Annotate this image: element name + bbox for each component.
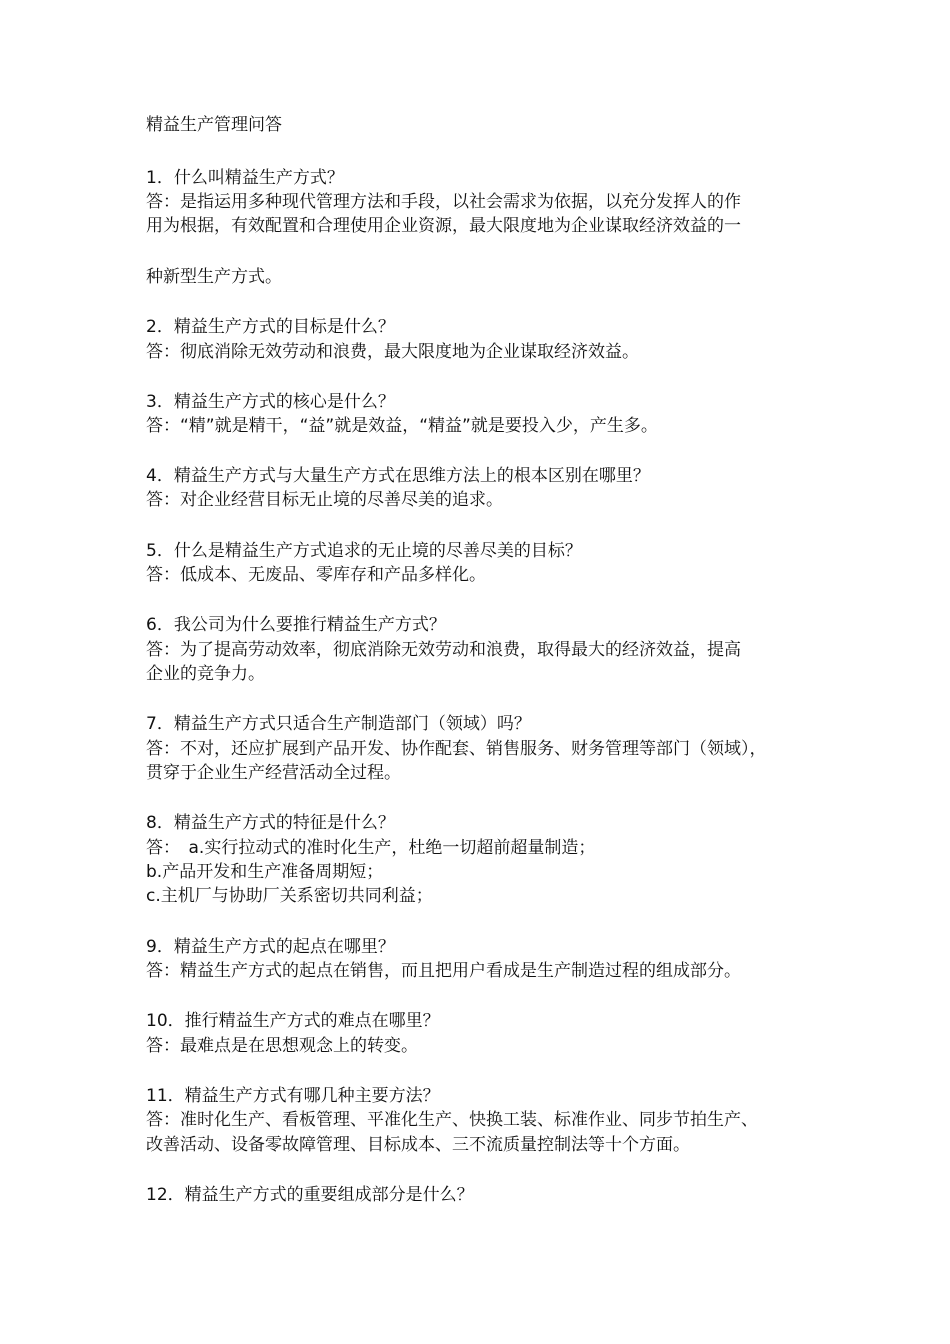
answer-5: 答：低成本、无废品、零库存和产品多样化。 [146,565,486,585]
answer-7-line-1: 答：不对，还应扩展到产品开发、协作配套、销售服务、财务管理等部门（领域）， [146,739,767,759]
question-6: 6．我公司为什么要推行精益生产方式？ [146,615,446,635]
question-4: 4．精益生产方式与大量生产方式在思维方法上的根本区别在哪里？ [146,466,650,486]
answer-6-line-1: 答：为了提高劳动效率，彻底消除无效劳动和浪费，取得最大的经济效益，提高 [146,640,741,660]
answer-10: 答：最难点是在思想观念上的转变。 [146,1036,418,1056]
answer-3: 答：“精”就是精干，“益”就是效益，“精益”就是要投入少，产生多。 [146,416,658,436]
question-10: 10．推行精益生产方式的难点在哪里？ [146,1011,440,1031]
answer-8-line-3: c.主机厂与协助厂关系密切共同利益； [146,886,433,906]
answer-8-line-1: 答： a.实行拉动式的准时化生产，杜绝一切超前超量制造； [146,838,596,858]
answer-7-line-2: 贯穿于企业生产经营活动全过程。 [146,763,401,783]
question-5: 5．什么是精益生产方式追求的无止境的尽善尽美的目标？ [146,541,582,561]
document-title: 精益生产管理问答 [146,115,282,135]
answer-11-line-1: 答：准时化生产、看板管理、平准化生产、快换工装、标准作业、同步节拍生产、 [146,1110,758,1130]
answer-8-line-2: b.产品开发和生产准备周期短； [146,862,384,882]
answer-11-line-2: 改善活动、设备零故障管理、目标成本、三不流质量控制法等十个方面。 [146,1135,690,1155]
answer-4: 答：对企业经营目标无止境的尽善尽美的追求。 [146,490,503,510]
answer-1-line-1: 答：是指运用多种现代管理方法和手段，以社会需求为依据，以充分发挥人的作 [146,192,741,212]
question-7: 7．精益生产方式只适合生产制造部门（领域）吗？ [146,714,531,734]
question-1: 1．什么叫精益生产方式？ [146,168,344,188]
answer-2: 答：彻底消除无效劳动和浪费，最大限度地为企业谋取经济效益。 [146,342,639,362]
question-11: 11．精益生产方式有哪几种主要方法？ [146,1086,440,1106]
question-3: 3．精益生产方式的核心是什么？ [146,392,395,412]
question-8: 8．精益生产方式的特征是什么？ [146,813,395,833]
question-12: 12．精益生产方式的重要组成部分是什么？ [146,1185,474,1205]
answer-1-line-2: 用为根据，有效配置和合理使用企业资源，最大限度地为企业谋取经济效益的一 [146,216,741,236]
question-2: 2．精益生产方式的目标是什么？ [146,317,395,337]
answer-9: 答：精益生产方式的起点在销售，而且把用户看成是生产制造过程的组成部分。 [146,961,741,981]
question-9: 9．精益生产方式的起点在哪里？ [146,937,395,957]
answer-6-line-2: 企业的竞争力。 [146,664,265,684]
answer-1-line-3: 种新型生产方式。 [146,267,282,287]
